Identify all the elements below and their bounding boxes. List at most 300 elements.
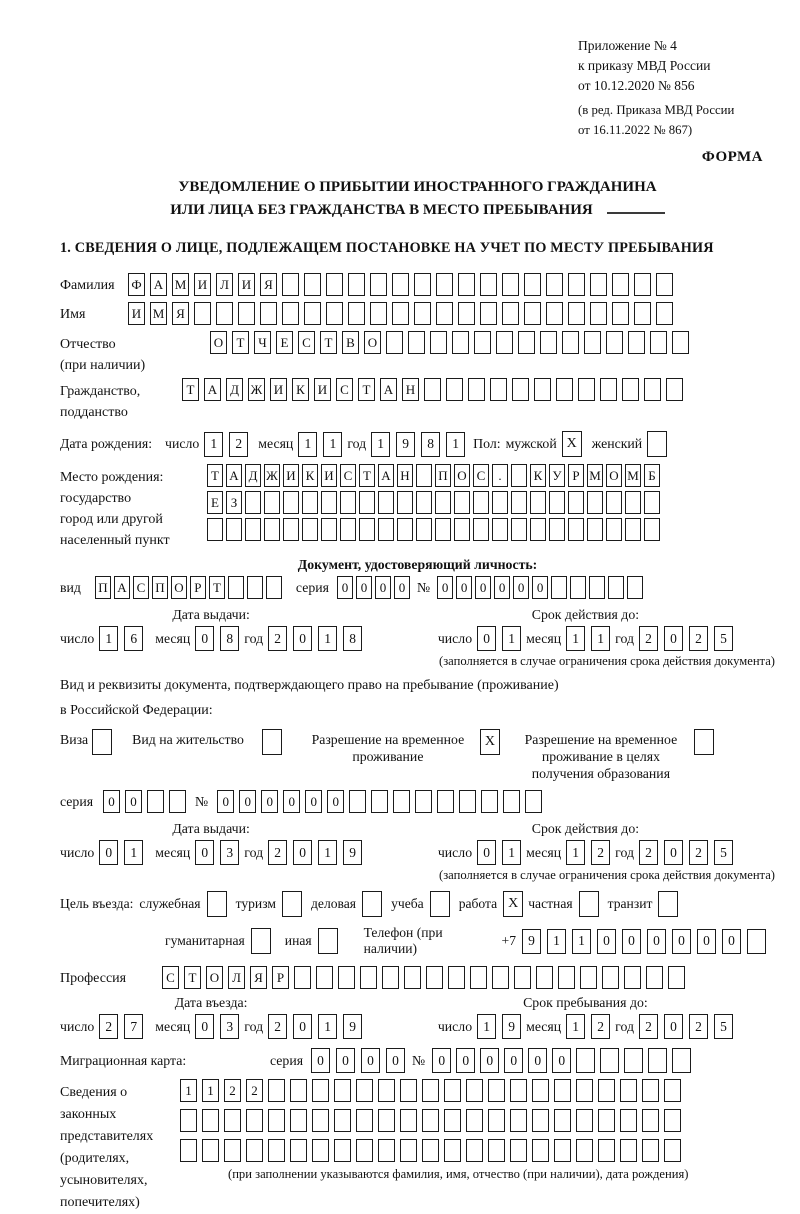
char-cell[interactable]: Т xyxy=(359,464,375,487)
citizenship-cells[interactable] xyxy=(182,378,683,401)
char-cell[interactable]: Ж xyxy=(264,464,280,487)
char-cell[interactable] xyxy=(590,273,607,296)
char-cell[interactable]: 0 xyxy=(239,790,256,813)
char-cell[interactable] xyxy=(448,966,465,989)
char-cell[interactable] xyxy=(435,518,451,541)
char-cell[interactable] xyxy=(568,491,584,514)
char-cell[interactable] xyxy=(608,576,624,599)
char-cell[interactable]: 2 xyxy=(591,840,610,865)
char-cell[interactable]: Д xyxy=(245,464,261,487)
char-cell[interactable] xyxy=(480,302,497,325)
char-cell[interactable]: . xyxy=(492,464,508,487)
char-cell[interactable]: 0 xyxy=(597,929,616,954)
char-cell[interactable]: Т xyxy=(232,331,249,354)
char-cell[interactable] xyxy=(400,1079,417,1102)
birth-month-cells[interactable] xyxy=(298,432,342,457)
char-cell[interactable] xyxy=(587,491,603,514)
char-cell[interactable]: 0 xyxy=(437,576,453,599)
char-cell[interactable]: 8 xyxy=(220,626,239,651)
char-cell[interactable] xyxy=(468,378,485,401)
char-cell[interactable] xyxy=(576,1139,593,1162)
char-cell[interactable] xyxy=(437,790,454,813)
char-cell[interactable] xyxy=(480,273,497,296)
purpose-other-checkbox[interactable] xyxy=(318,928,338,954)
char-cell[interactable] xyxy=(321,491,337,514)
char-cell[interactable] xyxy=(340,491,356,514)
char-cell[interactable] xyxy=(334,1109,351,1132)
char-cell[interactable] xyxy=(534,378,551,401)
char-cell[interactable]: 2 xyxy=(268,840,287,865)
char-cell[interactable] xyxy=(620,1079,637,1102)
char-cell[interactable]: С xyxy=(133,576,149,599)
char-cell[interactable]: 0 xyxy=(513,576,529,599)
char-cell[interactable] xyxy=(444,1139,461,1162)
char-cell[interactable]: 0 xyxy=(195,626,214,651)
char-cell[interactable] xyxy=(606,331,623,354)
char-cell[interactable] xyxy=(570,576,586,599)
char-cell[interactable]: Ч xyxy=(254,331,271,354)
char-cell[interactable]: 9 xyxy=(522,929,541,954)
char-cell[interactable] xyxy=(668,966,685,989)
char-cell[interactable] xyxy=(554,1109,571,1132)
char-cell[interactable] xyxy=(454,518,470,541)
char-cell[interactable] xyxy=(304,273,321,296)
char-cell[interactable]: И xyxy=(238,273,255,296)
char-cell[interactable]: О xyxy=(171,576,187,599)
char-cell[interactable] xyxy=(642,1139,659,1162)
valid-year-cells[interactable] xyxy=(639,840,733,865)
char-cell[interactable] xyxy=(422,1109,439,1132)
char-cell[interactable] xyxy=(747,929,766,954)
char-cell[interactable] xyxy=(318,928,338,954)
char-cell[interactable]: О xyxy=(454,464,470,487)
char-cell[interactable]: П xyxy=(95,576,111,599)
char-cell[interactable]: 0 xyxy=(217,790,234,813)
char-cell[interactable] xyxy=(458,302,475,325)
char-cell[interactable] xyxy=(546,273,563,296)
purpose-humanitarian-checkbox[interactable] xyxy=(251,928,271,954)
char-cell[interactable] xyxy=(530,491,546,514)
char-cell[interactable] xyxy=(642,1109,659,1132)
residence-permit-checkbox[interactable] xyxy=(262,729,282,755)
char-cell[interactable] xyxy=(408,331,425,354)
char-cell[interactable] xyxy=(426,966,443,989)
char-cell[interactable] xyxy=(283,518,299,541)
char-cell[interactable]: 9 xyxy=(343,840,362,865)
char-cell[interactable]: М xyxy=(625,464,641,487)
char-cell[interactable] xyxy=(454,491,470,514)
char-cell[interactable] xyxy=(580,966,597,989)
char-cell[interactable]: 0 xyxy=(480,1048,499,1073)
char-cell[interactable]: 0 xyxy=(293,1014,312,1039)
char-cell[interactable]: 0 xyxy=(356,576,372,599)
char-cell[interactable] xyxy=(340,518,356,541)
char-cell[interactable]: Е xyxy=(276,331,293,354)
char-cell[interactable]: 0 xyxy=(528,1048,547,1073)
char-cell[interactable] xyxy=(568,273,585,296)
char-cell[interactable]: 0 xyxy=(552,1048,571,1073)
char-cell[interactable]: 1 xyxy=(566,626,585,651)
char-cell[interactable]: 0 xyxy=(697,929,716,954)
char-cell[interactable]: 0 xyxy=(293,840,312,865)
char-cell[interactable] xyxy=(260,302,277,325)
char-cell[interactable] xyxy=(321,518,337,541)
char-cell[interactable]: С xyxy=(162,966,179,989)
char-cell[interactable]: М xyxy=(587,464,603,487)
char-cell[interactable] xyxy=(578,378,595,401)
valid-month-cells[interactable] xyxy=(566,840,610,865)
char-cell[interactable] xyxy=(579,891,599,917)
char-cell[interactable] xyxy=(551,576,567,599)
char-cell[interactable]: Т xyxy=(182,378,199,401)
char-cell[interactable]: 1 xyxy=(318,1014,337,1039)
char-cell[interactable]: 0 xyxy=(722,929,741,954)
char-cell[interactable]: 0 xyxy=(103,790,120,813)
valid-year-cells[interactable] xyxy=(639,626,733,651)
char-cell[interactable] xyxy=(326,302,343,325)
char-cell[interactable] xyxy=(436,302,453,325)
char-cell[interactable]: 1 xyxy=(298,432,317,457)
char-cell[interactable]: 0 xyxy=(494,576,510,599)
char-cell[interactable] xyxy=(650,331,667,354)
char-cell[interactable] xyxy=(656,302,673,325)
char-cell[interactable] xyxy=(356,1139,373,1162)
char-cell[interactable]: А xyxy=(204,378,221,401)
char-cell[interactable] xyxy=(634,302,651,325)
char-cell[interactable]: 0 xyxy=(337,576,353,599)
char-cell[interactable] xyxy=(422,1079,439,1102)
char-cell[interactable] xyxy=(207,518,223,541)
char-cell[interactable] xyxy=(356,1079,373,1102)
char-cell[interactable] xyxy=(514,966,531,989)
stay-year-cells[interactable] xyxy=(639,1014,733,1039)
char-cell[interactable] xyxy=(304,302,321,325)
char-cell[interactable] xyxy=(473,491,489,514)
char-cell[interactable]: 1 xyxy=(371,432,390,457)
char-cell[interactable]: 0 xyxy=(195,840,214,865)
char-cell[interactable]: О xyxy=(206,966,223,989)
char-cell[interactable]: 1 xyxy=(572,929,591,954)
char-cell[interactable]: X xyxy=(480,729,500,755)
char-cell[interactable] xyxy=(362,891,382,917)
char-cell[interactable] xyxy=(590,302,607,325)
issue-month-cells[interactable] xyxy=(195,840,239,865)
char-cell[interactable]: У xyxy=(549,464,565,487)
char-cell[interactable]: 9 xyxy=(343,1014,362,1039)
char-cell[interactable] xyxy=(370,273,387,296)
char-cell[interactable] xyxy=(430,891,450,917)
char-cell[interactable]: 2 xyxy=(268,626,287,651)
phone-cells[interactable] xyxy=(522,929,766,954)
valid-day-cells[interactable] xyxy=(477,626,521,651)
char-cell[interactable] xyxy=(268,1079,285,1102)
char-cell[interactable] xyxy=(452,331,469,354)
char-cell[interactable] xyxy=(488,1139,505,1162)
char-cell[interactable]: 1 xyxy=(204,432,223,457)
char-cell[interactable] xyxy=(302,491,318,514)
char-cell[interactable] xyxy=(262,729,282,755)
char-cell[interactable] xyxy=(266,576,282,599)
char-cell[interactable]: О xyxy=(210,331,227,354)
char-cell[interactable] xyxy=(294,966,311,989)
char-cell[interactable] xyxy=(246,1109,263,1132)
char-cell[interactable]: 0 xyxy=(432,1048,451,1073)
char-cell[interactable] xyxy=(562,331,579,354)
char-cell[interactable] xyxy=(312,1139,329,1162)
birthplace-row3-cells[interactable] xyxy=(207,518,660,541)
char-cell[interactable] xyxy=(226,518,242,541)
char-cell[interactable] xyxy=(228,576,244,599)
entry-day-cells[interactable] xyxy=(99,1014,143,1039)
char-cell[interactable]: 0 xyxy=(475,576,491,599)
char-cell[interactable]: 1 xyxy=(323,432,342,457)
char-cell[interactable] xyxy=(180,1109,197,1132)
doc-kind-cells[interactable] xyxy=(95,576,282,599)
char-cell[interactable] xyxy=(600,378,617,401)
char-cell[interactable]: Я xyxy=(172,302,189,325)
char-cell[interactable]: Ж xyxy=(248,378,265,401)
char-cell[interactable]: 1 xyxy=(591,626,610,651)
char-cell[interactable]: 1 xyxy=(502,840,521,865)
char-cell[interactable] xyxy=(644,491,660,514)
char-cell[interactable]: Л xyxy=(228,966,245,989)
char-cell[interactable] xyxy=(481,790,498,813)
char-cell[interactable] xyxy=(512,378,529,401)
char-cell[interactable]: 1 xyxy=(318,840,337,865)
char-cell[interactable] xyxy=(202,1109,219,1132)
char-cell[interactable] xyxy=(510,1139,527,1162)
char-cell[interactable] xyxy=(290,1079,307,1102)
char-cell[interactable]: 7 xyxy=(124,1014,143,1039)
char-cell[interactable] xyxy=(282,891,302,917)
profession-cells[interactable] xyxy=(162,966,685,989)
char-cell[interactable] xyxy=(598,1079,615,1102)
char-cell[interactable]: А xyxy=(378,464,394,487)
char-cell[interactable] xyxy=(576,1109,593,1132)
char-cell[interactable] xyxy=(474,331,491,354)
birth-day-cells[interactable] xyxy=(204,432,248,457)
char-cell[interactable] xyxy=(549,491,565,514)
char-cell[interactable] xyxy=(378,1109,395,1132)
char-cell[interactable] xyxy=(290,1139,307,1162)
char-cell[interactable] xyxy=(392,273,409,296)
representatives-row3-cells[interactable] xyxy=(180,1139,688,1162)
char-cell[interactable]: 2 xyxy=(99,1014,118,1039)
char-cell[interactable] xyxy=(627,576,643,599)
char-cell[interactable] xyxy=(622,378,639,401)
char-cell[interactable]: 8 xyxy=(421,432,440,457)
issue-day-cells[interactable] xyxy=(99,626,143,651)
char-cell[interactable]: И xyxy=(283,464,299,487)
char-cell[interactable] xyxy=(620,1109,637,1132)
char-cell[interactable] xyxy=(672,1048,691,1073)
char-cell[interactable]: А xyxy=(150,273,167,296)
char-cell[interactable]: 0 xyxy=(477,626,496,651)
char-cell[interactable] xyxy=(584,331,601,354)
char-cell[interactable] xyxy=(492,518,508,541)
representatives-row1-cells[interactable] xyxy=(180,1079,688,1102)
char-cell[interactable]: 0 xyxy=(305,790,322,813)
temp-residence-edu-checkbox[interactable] xyxy=(694,729,714,755)
char-cell[interactable]: Л xyxy=(216,273,233,296)
char-cell[interactable]: 1 xyxy=(547,929,566,954)
char-cell[interactable] xyxy=(416,518,432,541)
char-cell[interactable] xyxy=(612,302,629,325)
char-cell[interactable] xyxy=(245,518,261,541)
char-cell[interactable]: Т xyxy=(358,378,375,401)
char-cell[interactable] xyxy=(556,378,573,401)
representatives-row2-cells[interactable] xyxy=(180,1109,688,1132)
char-cell[interactable] xyxy=(624,1048,643,1073)
char-cell[interactable]: 2 xyxy=(268,1014,287,1039)
char-cell[interactable] xyxy=(378,1079,395,1102)
char-cell[interactable] xyxy=(283,491,299,514)
purpose-private-checkbox[interactable] xyxy=(579,891,599,917)
char-cell[interactable] xyxy=(216,302,233,325)
char-cell[interactable]: З xyxy=(226,491,242,514)
char-cell[interactable]: 0 xyxy=(664,1014,683,1039)
char-cell[interactable] xyxy=(647,431,667,457)
char-cell[interactable]: М xyxy=(172,273,189,296)
doc-number-cells[interactable] xyxy=(437,576,643,599)
char-cell[interactable] xyxy=(268,1109,285,1132)
char-cell[interactable] xyxy=(238,302,255,325)
char-cell[interactable]: О xyxy=(364,331,381,354)
surname-cells[interactable] xyxy=(128,273,673,296)
char-cell[interactable] xyxy=(598,1139,615,1162)
char-cell[interactable] xyxy=(672,331,689,354)
birthplace-row1-cells[interactable] xyxy=(207,464,660,487)
char-cell[interactable] xyxy=(524,273,541,296)
char-cell[interactable] xyxy=(348,273,365,296)
char-cell[interactable] xyxy=(598,1109,615,1132)
char-cell[interactable] xyxy=(510,1079,527,1102)
char-cell[interactable]: 5 xyxy=(714,626,733,651)
char-cell[interactable] xyxy=(549,518,565,541)
char-cell[interactable] xyxy=(554,1139,571,1162)
char-cell[interactable] xyxy=(666,378,683,401)
char-cell[interactable] xyxy=(245,491,261,514)
char-cell[interactable] xyxy=(397,491,413,514)
char-cell[interactable] xyxy=(338,966,355,989)
given-name-cells[interactable] xyxy=(128,302,673,325)
char-cell[interactable]: 2 xyxy=(689,840,708,865)
char-cell[interactable]: С xyxy=(298,331,315,354)
char-cell[interactable] xyxy=(492,491,508,514)
char-cell[interactable] xyxy=(430,331,447,354)
char-cell[interactable] xyxy=(624,966,641,989)
valid-month-cells[interactable] xyxy=(566,626,610,651)
char-cell[interactable] xyxy=(518,331,535,354)
char-cell[interactable] xyxy=(648,1048,667,1073)
char-cell[interactable] xyxy=(466,1139,483,1162)
char-cell[interactable]: А xyxy=(380,378,397,401)
char-cell[interactable]: И xyxy=(321,464,337,487)
char-cell[interactable] xyxy=(92,729,112,755)
char-cell[interactable] xyxy=(400,1139,417,1162)
char-cell[interactable] xyxy=(576,1048,595,1073)
entry-year-cells[interactable] xyxy=(268,1014,362,1039)
char-cell[interactable]: Д xyxy=(226,378,243,401)
char-cell[interactable]: В xyxy=(342,331,359,354)
char-cell[interactable]: Т xyxy=(320,331,337,354)
sex-female-checkbox[interactable] xyxy=(647,431,667,457)
char-cell[interactable] xyxy=(524,302,541,325)
char-cell[interactable] xyxy=(444,1079,461,1102)
char-cell[interactable]: 0 xyxy=(375,576,391,599)
patronymic-cells[interactable] xyxy=(210,331,689,354)
char-cell[interactable] xyxy=(268,1139,285,1162)
char-cell[interactable] xyxy=(422,1139,439,1162)
char-cell[interactable] xyxy=(558,966,575,989)
char-cell[interactable] xyxy=(400,1109,417,1132)
char-cell[interactable] xyxy=(397,518,413,541)
char-cell[interactable]: 0 xyxy=(664,626,683,651)
char-cell[interactable] xyxy=(334,1139,351,1162)
char-cell[interactable]: 0 xyxy=(622,929,641,954)
char-cell[interactable]: 9 xyxy=(502,1014,521,1039)
char-cell[interactable] xyxy=(359,518,375,541)
char-cell[interactable] xyxy=(282,302,299,325)
char-cell[interactable] xyxy=(147,790,164,813)
char-cell[interactable] xyxy=(532,1139,549,1162)
char-cell[interactable]: Ф xyxy=(128,273,145,296)
char-cell[interactable]: 0 xyxy=(283,790,300,813)
char-cell[interactable] xyxy=(532,1079,549,1102)
char-cell[interactable] xyxy=(446,378,463,401)
char-cell[interactable]: С xyxy=(473,464,489,487)
char-cell[interactable] xyxy=(436,273,453,296)
char-cell[interactable]: 0 xyxy=(336,1048,355,1073)
char-cell[interactable]: 1 xyxy=(180,1079,197,1102)
char-cell[interactable] xyxy=(415,790,432,813)
char-cell[interactable] xyxy=(625,491,641,514)
char-cell[interactable]: 2 xyxy=(246,1079,263,1102)
char-cell[interactable] xyxy=(612,273,629,296)
char-cell[interactable] xyxy=(634,273,651,296)
purpose-official-checkbox[interactable] xyxy=(207,891,227,917)
issue-day-cells[interactable] xyxy=(99,840,143,865)
char-cell[interactable] xyxy=(532,1109,549,1132)
char-cell[interactable] xyxy=(282,273,299,296)
char-cell[interactable]: 0 xyxy=(327,790,344,813)
char-cell[interactable]: X xyxy=(503,891,523,917)
stay-month-cells[interactable] xyxy=(566,1014,610,1039)
char-cell[interactable]: 2 xyxy=(229,432,248,457)
char-cell[interactable]: 1 xyxy=(502,626,521,651)
char-cell[interactable]: С xyxy=(340,464,356,487)
char-cell[interactable] xyxy=(224,1139,241,1162)
char-cell[interactable] xyxy=(503,790,520,813)
char-cell[interactable] xyxy=(370,302,387,325)
char-cell[interactable] xyxy=(694,729,714,755)
char-cell[interactable] xyxy=(349,790,366,813)
char-cell[interactable]: 2 xyxy=(224,1079,241,1102)
char-cell[interactable]: П xyxy=(435,464,451,487)
char-cell[interactable]: О xyxy=(606,464,622,487)
issue-year-cells[interactable] xyxy=(268,840,362,865)
char-cell[interactable] xyxy=(224,1109,241,1132)
entry-month-cells[interactable] xyxy=(195,1014,239,1039)
char-cell[interactable] xyxy=(360,966,377,989)
residence-number-cells[interactable] xyxy=(217,790,542,813)
purpose-study-checkbox[interactable] xyxy=(430,891,450,917)
char-cell[interactable] xyxy=(382,966,399,989)
char-cell[interactable] xyxy=(378,1139,395,1162)
char-cell[interactable]: 0 xyxy=(311,1048,330,1073)
char-cell[interactable] xyxy=(587,518,603,541)
char-cell[interactable]: 1 xyxy=(318,626,337,651)
